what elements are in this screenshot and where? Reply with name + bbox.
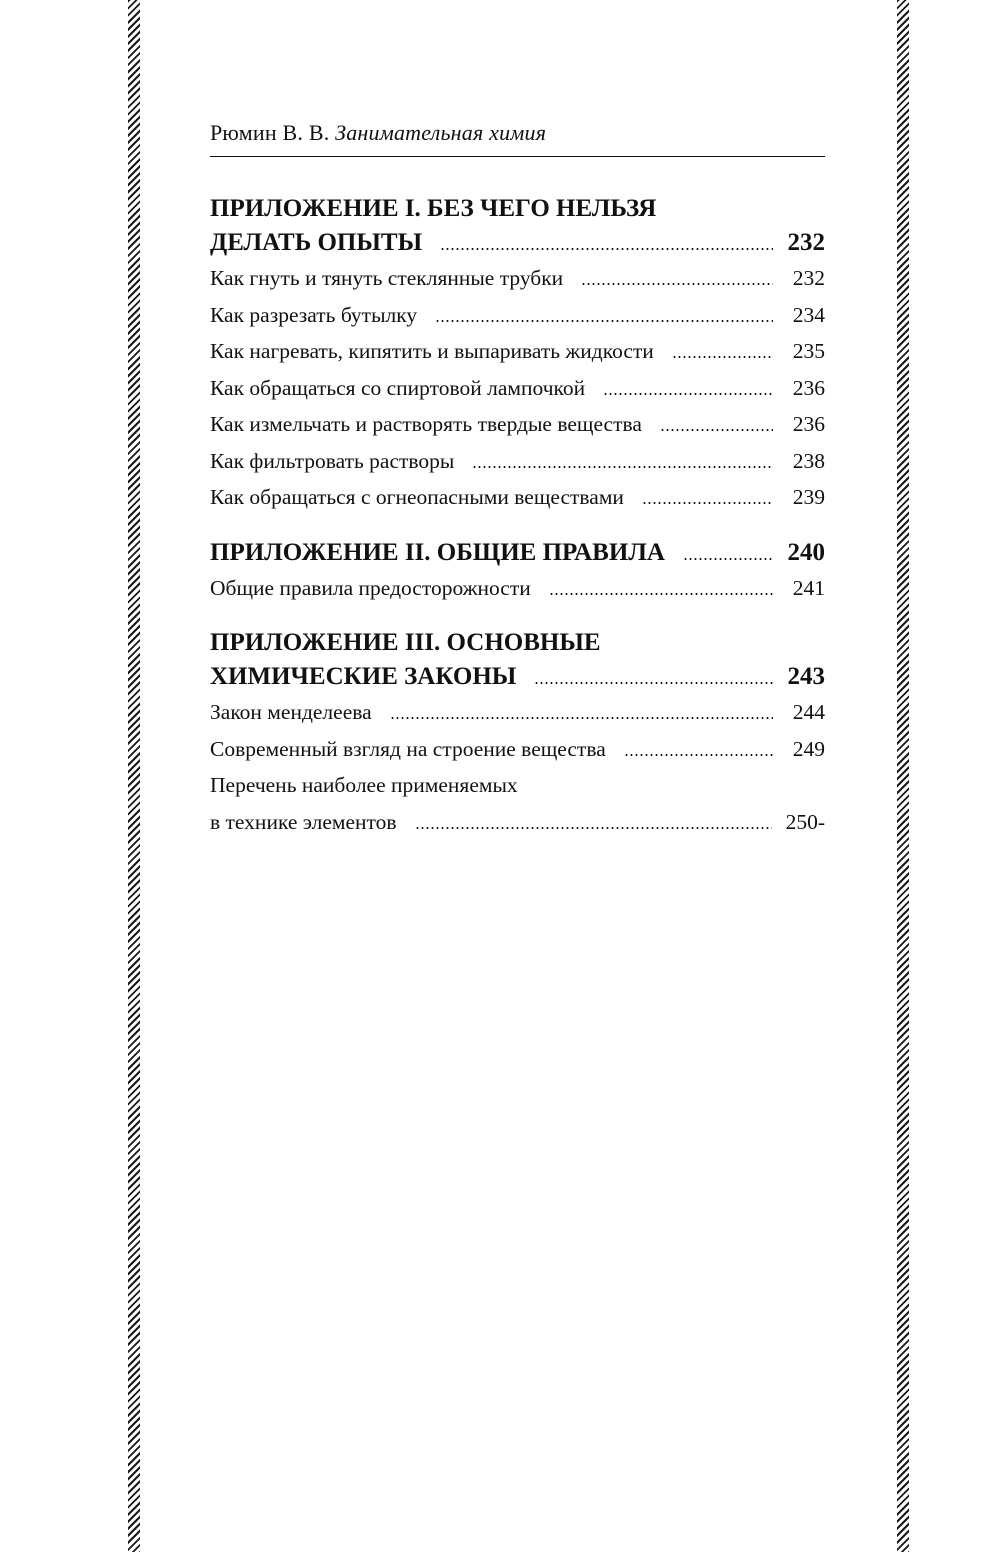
toc-entry[interactable] <box>210 333 825 370</box>
toc-section-appendix-3 <box>210 626 825 840</box>
toc-entry[interactable] <box>210 804 825 841</box>
toc-entry-title: Закон менделеева <box>210 700 372 724</box>
dot-leader <box>435 320 773 322</box>
toc-entry[interactable] <box>210 479 825 516</box>
toc-entry[interactable] <box>210 260 825 297</box>
page-number: 250- <box>785 809 825 834</box>
header-rule <box>210 156 825 157</box>
toc-entry[interactable] <box>210 370 825 407</box>
toc-entry-title: Перечень наиболее применяемых <box>210 773 518 797</box>
page-number: 244 <box>792 700 825 724</box>
toc-heading-text: ДЕЛАТЬ ОПЫТЫ <box>210 229 423 256</box>
toc-section-appendix-2 <box>210 536 825 607</box>
toc-heading-text: ХИМИЧЕСКИЕ ЗАКОНЫ <box>210 663 517 690</box>
toc-entry-title: Как обращаться с огнеопасными веществами <box>210 485 624 509</box>
toc-heading-line <box>210 192 825 226</box>
dot-leader <box>415 827 772 829</box>
toc-heading-entry[interactable] <box>210 226 825 260</box>
dot-leader <box>534 682 773 684</box>
table-of-contents <box>210 192 825 860</box>
page-edge-right-decoration <box>897 0 909 1552</box>
page-number: 243 <box>787 663 825 690</box>
dot-leader <box>440 248 773 250</box>
page-number: 238 <box>792 448 825 473</box>
page-number: 232 <box>792 266 825 290</box>
page-number: 239 <box>792 485 825 509</box>
running-head <box>210 118 825 148</box>
dot-leader <box>390 717 773 719</box>
page-number: 234 <box>792 302 825 327</box>
dot-leader <box>660 429 773 431</box>
dot-leader <box>624 754 773 756</box>
toc-entry[interactable] <box>210 570 825 607</box>
toc-entry-title: Как нагревать, кипятить и выпаривать жидкости <box>210 339 654 363</box>
toc-entry-title: Общие правила предосторожности <box>210 575 531 600</box>
dot-leader <box>683 558 773 560</box>
toc-entry-title: Как разрезать бутылку <box>210 302 418 327</box>
dot-leader <box>672 356 773 358</box>
page-number: 240 <box>787 538 825 566</box>
toc-heading-text: ПРИЛОЖЕНИЕ II. ОБЩИЕ ПРАВИЛА <box>210 538 665 566</box>
dot-leader <box>581 283 773 285</box>
page-edge-left-decoration <box>128 0 140 1552</box>
toc-heading-entry[interactable] <box>210 536 825 570</box>
toc-entry[interactable] <box>210 731 825 768</box>
dot-leader <box>549 593 773 595</box>
page-number: 249 <box>792 736 825 761</box>
page-number: 235 <box>792 339 825 363</box>
toc-entry-title: Современный взгляд на строение вещества <box>210 736 606 761</box>
toc-entry[interactable] <box>210 443 825 480</box>
dot-leader <box>472 466 773 468</box>
toc-heading-line <box>210 626 825 660</box>
dot-leader <box>642 502 773 504</box>
toc-heading-entry[interactable] <box>210 660 825 694</box>
toc-section-appendix-1 <box>210 192 825 516</box>
page-number: 232 <box>787 229 825 256</box>
page-number: 236 <box>792 375 825 400</box>
page-number: 236 <box>792 412 825 436</box>
toc-entry-line <box>210 767 825 804</box>
toc-entry-title: в технике элементов <box>210 809 397 834</box>
toc-entry[interactable] <box>210 297 825 334</box>
toc-entry[interactable] <box>210 694 825 731</box>
running-head-author: Рюмин В. В. <box>210 120 330 145</box>
toc-heading-text: ПРИЛОЖЕНИЕ I. БЕЗ ЧЕГО НЕЛЬЗЯ <box>210 195 657 222</box>
toc-entry-title: Как измельчать и растворять твердые вещества <box>210 412 642 436</box>
toc-entry-title: Как обращаться со спиртовой лампочкой <box>210 375 586 400</box>
toc-entry-title: Как фильтровать растворы <box>210 448 455 473</box>
toc-entry[interactable] <box>210 406 825 443</box>
toc-heading-text: ПРИЛОЖЕНИЕ III. ОСНОВНЫЕ <box>210 629 601 656</box>
toc-entry-title: Как гнуть и тянуть стеклянные трубки <box>210 266 564 290</box>
running-head-title: Занимательная химия <box>335 120 547 145</box>
page-number: 241 <box>792 575 825 600</box>
dot-leader <box>603 393 773 395</box>
